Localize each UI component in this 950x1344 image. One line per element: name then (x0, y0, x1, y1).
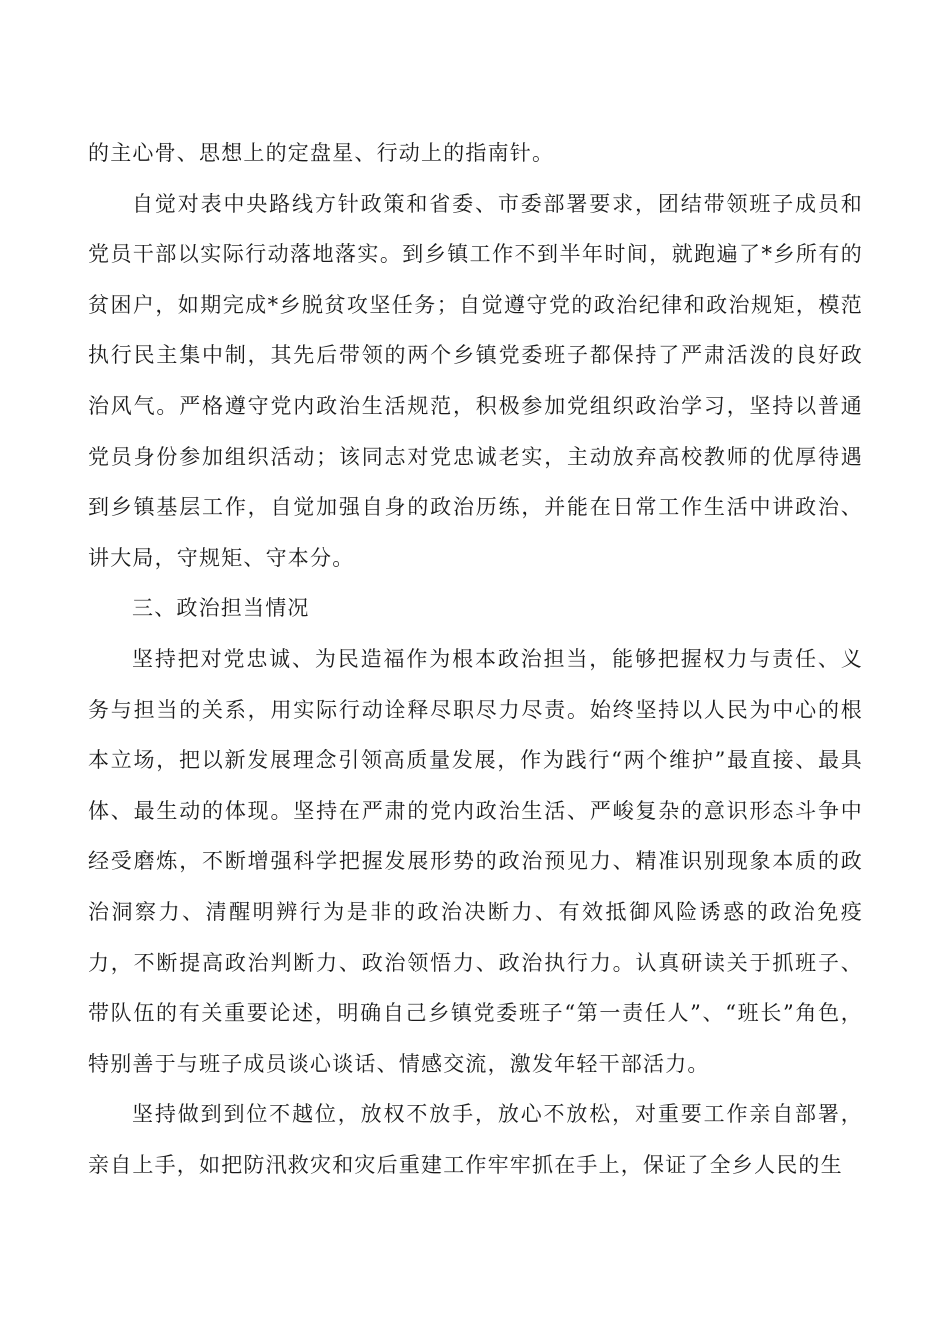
document-body (88, 128, 863, 1190)
paragraph-political-discipline: 自觉对表中央路线方针政策和省委、市委部署要求，团结带领班子成员和党员干部以实际行动落地落实。到乡镇工作不到半年时间，就跑遍了*乡所有的贫困户，如期完成*乡脱贫攻坚任务；自觉遵守党的政治纪律和政治规矩，模范执行民主集中制，其先后带领的两个乡镇党委班子都保持了严肃活泼的良好政治风气。严格遵守党内政治生活规范，积极参加党组织政治学习，坚持以普通党员身份参加组织活动；该同志对党忠诚老实，主动放弃高校教师的优厚待遇到乡镇基层工作，自觉加强自身的政治历练，并能在日常工作生活中讲政治、讲大局，守规矩、守本分。 (88, 191, 863, 570)
paragraph-political-responsibility: 坚持把对党忠诚、为民造福作为根本政治担当，能够把握权力与责任、义务与担当的关系，用实际行动诠释尽职尽力尽责。始终坚持以人民为中心的根本立场，把以新发展理念引领高质量发展，作为践行“两个维护”最直接、最具体、最生动的体现。坚持在严肃的党内政治生活、严峻复杂的意识形态斗争中经受磨炼，不断增强科学把握发展形势的政治预见力、精准识别现象本质的政治洞察力、清醒明辨行为是非的政治决断力、有效抵御风险诱惑的政治免疫力，不断提高政治判断力、政治领悟力、政治执行力。认真研读关于抓班子、带队伍的有关重要论述，明确自己乡镇党委班子“第一责任人”、“班长”角色，特别善于与班子成员谈心谈话、情感交流，激发年轻干部活力。 (88, 646, 863, 1076)
paragraph-work-deployment: 坚持做到到位不越位，放权不放手，放心不放松，对重要工作亲自部署，亲自上手，如把防汛救灾和灾后重建工作牢牢抓在手上，保证了全乡人民的生 (88, 1102, 863, 1177)
paragraph-continuation: 的主心骨、思想上的定盘星、行动上的指南针。 (88, 141, 555, 165)
section-heading-political-responsibility: 三、政治担当情况 (132, 596, 310, 621)
